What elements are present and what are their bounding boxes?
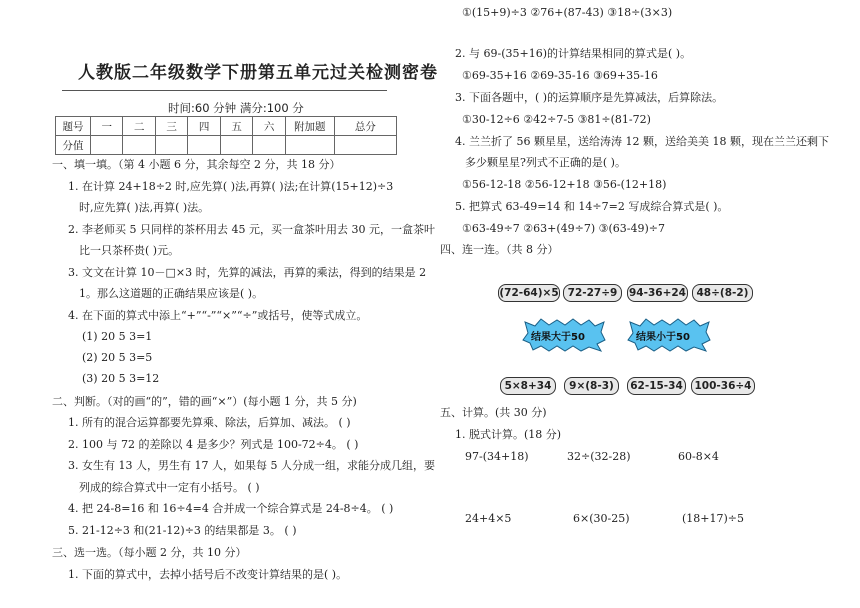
score-cell[interactable] xyxy=(123,136,155,155)
score-header-cell: 总分 xyxy=(334,117,396,136)
expression-card[interactable]: 62-15-34 xyxy=(627,377,686,395)
score-header-cell: 附加题 xyxy=(285,117,334,136)
score-header-cell: 四 xyxy=(188,117,220,136)
calc-expression: 97-(34+18) xyxy=(465,450,529,463)
expression-card[interactable]: 94-36+24 xyxy=(627,284,688,302)
expression-card[interactable]: 100-36÷4 xyxy=(691,377,755,395)
question-line: 1. 在计算 24+18÷2 时,应先算( )法,再算( )法;在计算(15+12)÷3 xyxy=(68,180,394,193)
choice-line: ①69-35+16 ②69-35-16 ③69+35-16 xyxy=(462,69,658,82)
question-line: 2. 李老师买 5 只同样的茶杯用去 45 元，买一盒茶叶用去 30 元，一盒茶叶 xyxy=(68,223,435,236)
question-line: 时,应先算( )法,再算( )法。 xyxy=(79,201,210,214)
expression-card[interactable]: 72-27÷9 xyxy=(563,284,622,302)
score-cell[interactable] xyxy=(285,136,334,155)
score-cell[interactable] xyxy=(155,136,187,155)
score-cell[interactable] xyxy=(253,136,285,155)
score-cell[interactable] xyxy=(188,136,220,155)
question-line: 3. 女生有 13 人，男生有 17 人，如果每 5 人分成一组，求能分成几组，要 xyxy=(68,459,435,472)
choice-line: ①56-12-18 ②56-12+18 ③56-(12+18) xyxy=(462,178,667,191)
section-3-heading: 三、选一选。（每小题 2 分，共 10 分） xyxy=(52,546,247,559)
equation-line: (2) 20 5 3=5 xyxy=(82,351,153,364)
result-less-label[interactable]: 结果小于50 xyxy=(636,332,690,343)
score-header-cell: 三 xyxy=(155,117,187,136)
exam-info: 时间:60 分钟 满分:100 分 xyxy=(168,101,304,115)
title-divider xyxy=(62,90,387,91)
score-header-cell: 题号 xyxy=(56,117,91,136)
calc-expression: (18+17)÷5 xyxy=(682,512,745,525)
expression-card[interactable]: 9×(8-3) xyxy=(564,377,619,395)
calc-expression: 6×(30-25) xyxy=(573,512,630,525)
score-header-cell: 一 xyxy=(91,117,123,136)
question-line: 4. 把 24-8=16 和 16÷4=4 合并成一个综合算式是 24-8÷4。 ( ) xyxy=(68,502,394,515)
calc-expression: 24+4×5 xyxy=(465,512,512,525)
question-line: 比一只茶杯贵( )元。 xyxy=(79,244,180,257)
equation-line: (1) 20 5 3=1 xyxy=(82,330,153,343)
question-line: 2. 与 69-(35+16)的计算结果相同的算式是( )。 xyxy=(455,47,692,60)
section-5-heading: 五、计算。(共 30 分) xyxy=(440,406,547,419)
question-line: 5. 把算式 63-49=14 和 14÷7=2 写成综合算式是( )。 xyxy=(455,200,729,213)
subsection-heading: 1. 脱式计算。(18 分) xyxy=(455,428,562,441)
question-line: 4. 在下面的算式中添上“+”“-”“×”“÷”或括号，使等式成立。 xyxy=(68,309,368,322)
section-2-heading: 二、判断。（对的画“的”，错的画“×”）(每小题 1 分，共 5 分) xyxy=(52,395,357,408)
score-header-cell: 二 xyxy=(123,117,155,136)
score-header-cell: 五 xyxy=(220,117,252,136)
expression-card[interactable]: 5×8+34 xyxy=(500,377,556,395)
question-line: 5. 21-12÷3 和(21-12)÷3 的结果都是 3。 ( ) xyxy=(68,524,297,537)
section-4-heading: 四、连一连。（共 8 分） xyxy=(440,243,559,256)
expression-card[interactable]: (72-64)×5 xyxy=(498,284,560,302)
score-row-label: 分值 xyxy=(56,136,91,155)
score-cell[interactable] xyxy=(334,136,396,155)
score-cell[interactable] xyxy=(220,136,252,155)
result-greater-label[interactable]: 结果大于50 xyxy=(531,332,585,343)
score-table-header-row xyxy=(56,117,397,136)
question-line: 1. 下面的算式中，去掉小括号后不改变计算结果的是( )。 xyxy=(68,568,348,581)
expression-card[interactable]: 48÷(8-2) xyxy=(692,284,753,302)
question-line: 1. 所有的混合运算都要先算乘、除法，后算加、减法。 ( ) xyxy=(68,416,351,429)
question-line: 列成的综合算式中一定有小括号。 ( ) xyxy=(79,481,260,494)
question-line: 多少颗星星?列式不正确的是( )。 xyxy=(465,156,626,169)
question-line: 3. 文文在计算 10－□×3 时，先算的减法，再算的乘法，得到的结果是 2 xyxy=(68,266,427,279)
question-line: 3. 下面各题中，( )的运算顺序是先算减法，后算除法。 xyxy=(455,91,724,104)
calc-expression: 60-8×4 xyxy=(678,450,719,463)
score-table-value-row xyxy=(56,136,397,155)
page-title: 人教版二年级数学下册第五单元过关检测密卷 xyxy=(78,63,438,83)
choice-line: ①63-49÷7 ②63+(49÷7) ③(63-49)÷7 xyxy=(462,222,666,235)
score-header-cell: 六 xyxy=(253,117,285,136)
question-line: 2. 100 与 72 的差除以 4 是多少？列式是 100-72÷4。 ( ) xyxy=(68,438,359,451)
score-table xyxy=(55,116,397,155)
score-cell[interactable] xyxy=(91,136,123,155)
choice-line: ①30-12÷6 ②42÷7-5 ③81÷(81-72) xyxy=(462,113,651,126)
calc-expression: 32÷(32-28) xyxy=(567,450,631,463)
choice-line: ①(15+9)÷3 ②76+(87-43) ③18÷(3×3) xyxy=(462,6,673,19)
question-line: 4. 兰兰折了 56 颗星星，送给涛涛 12 颗，送给美美 18 颗，现在兰兰还剩下 xyxy=(455,135,829,148)
section-1-heading: 一、填一填。（第 4 小题 6 分，其余每空 2 分，共 18 分） xyxy=(52,158,341,171)
equation-line: (3) 20 5 3=12 xyxy=(82,372,160,385)
question-line: 1。那么这道题的正确结果应该是( )。 xyxy=(79,287,264,300)
